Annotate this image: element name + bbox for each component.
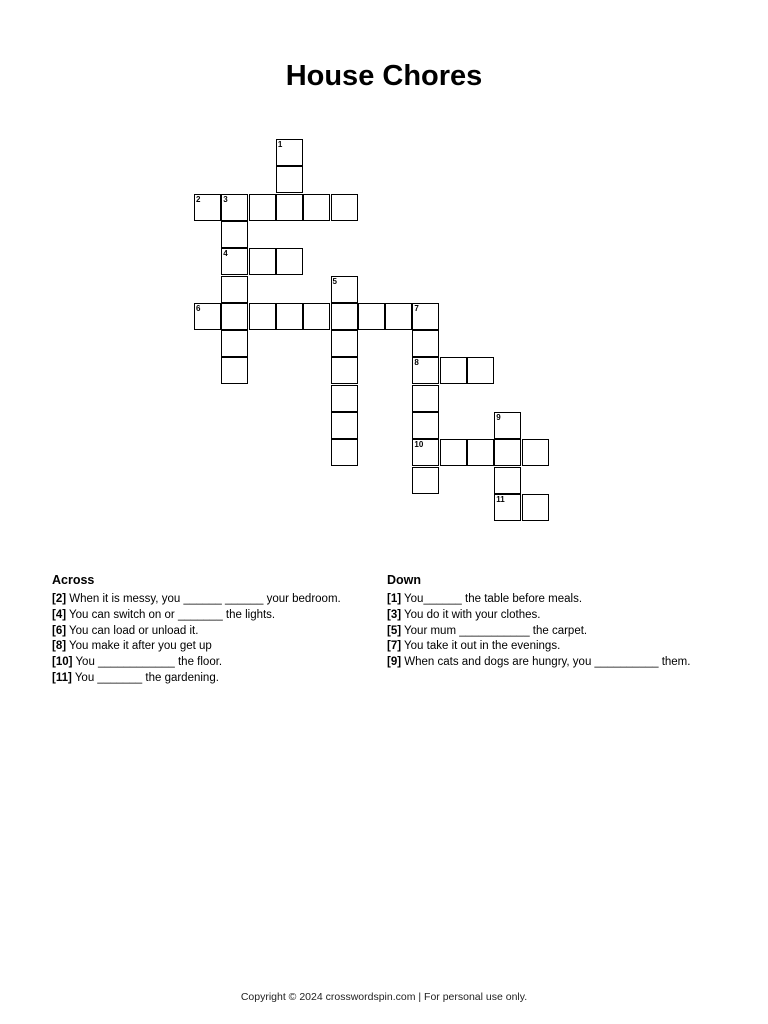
across-clue [52,592,372,608]
grid-cell[interactable] [276,248,303,275]
grid-cell[interactable] [276,194,303,221]
clue-number: 2 [196,194,201,204]
grid-cell[interactable] [221,330,248,357]
grid-cell[interactable] [522,439,549,466]
down-clue-list [387,592,727,671]
clue-text: You can load or unload it. [66,624,199,637]
grid-cell[interactable] [440,439,467,466]
grid-cell[interactable] [303,303,330,330]
grid-cell[interactable] [331,385,358,412]
clue-number-label: [11] [52,671,72,684]
clue-number-label: [9] [387,656,402,669]
down-clue [387,624,727,640]
grid-cell[interactable] [412,385,439,412]
grid-cell[interactable] [494,439,521,466]
clue-text: When it is messy, you ______ ______ your bedroom. [66,593,341,605]
grid-cell[interactable] [331,412,358,439]
grid-cell[interactable] [467,439,494,466]
clue-number-label: [7] [387,640,402,653]
grid-cell[interactable] [303,194,330,221]
down-clue [387,639,727,655]
grid-cell[interactable] [412,439,439,466]
clue-number: 5 [332,276,337,286]
clue-number-label: [4] [52,608,67,621]
clue-number: 10 [414,440,424,450]
copyright-footer: Copyright © 2024 crosswordspin.com | For personal use only. [240,991,528,1003]
clue-number: 6 [196,303,201,313]
grid-cell[interactable] [276,166,303,193]
down-clues [387,573,727,671]
clue-number-label: [3] [387,608,402,621]
down-clue [387,608,727,624]
grid-cell[interactable] [331,276,358,303]
grid-cell[interactable] [221,276,248,303]
grid-cell[interactable] [467,357,494,384]
across-heading: Across [52,573,95,587]
grid-cell[interactable] [412,357,439,384]
clue-text: You ____________ the floor. [72,656,223,669]
across-clue [52,671,372,687]
clue-number-label: [2] [52,593,67,605]
grid-cell[interactable] [331,357,358,384]
clue-number: 11 [496,494,505,504]
clue-text: You______ the table before meals. [401,593,583,605]
grid-cell[interactable] [331,303,358,330]
grid-cell[interactable] [221,194,248,221]
grid-cell[interactable] [276,139,303,166]
grid-cell[interactable] [194,303,221,330]
clue-number-label: [8] [52,640,67,653]
clue-number-label: [6] [52,624,67,637]
down-clue [387,655,727,671]
grid-cell[interactable] [276,303,303,330]
grid-cell[interactable] [221,221,248,248]
clue-text: You make it after you get up [66,640,212,653]
grid-cell[interactable] [221,248,248,275]
across-clues [52,573,372,687]
grid-cell[interactable] [412,412,439,439]
down-heading: Down [387,573,422,587]
grid-cell[interactable] [494,494,521,521]
clue-number: 7 [414,303,419,313]
grid-cell[interactable] [194,194,221,221]
clue-number: 9 [496,413,501,422]
grid-cell[interactable] [249,248,276,275]
clue-number-label: [5] [387,624,402,637]
grid-cell[interactable] [494,412,521,439]
clue-text: Your mum ___________ the carpet. [401,624,588,637]
grid-cell[interactable] [331,330,358,357]
across-clue-list [52,592,372,687]
grid-cell[interactable] [440,357,467,384]
across-clue [52,624,372,640]
grid-cell[interactable] [249,303,276,330]
clue-text: You _______ the gardening. [71,671,219,684]
clue-text: You take it out in the evenings. [401,640,561,653]
grid-cell[interactable] [358,303,385,330]
clue-text: You can switch on or _______ the lights. [66,608,276,621]
across-clue [52,639,372,655]
grid-cell[interactable] [331,439,358,466]
grid-cell[interactable] [331,194,358,221]
grid-cell[interactable] [522,494,549,521]
clue-number: 1 [277,140,283,149]
clue-number: 4 [223,249,228,259]
clue-number: 8 [414,358,419,368]
grid-cell[interactable] [221,303,248,330]
clue-text: When cats and dogs are hungry, you __________ them. [401,656,691,669]
across-clue [52,655,372,671]
grid-cell[interactable] [385,303,412,330]
across-clue [52,608,372,624]
page-title: House Chores [285,60,483,92]
clue-number-label: [1] [387,593,402,605]
down-clue [387,592,727,608]
grid-cell[interactable] [412,330,439,357]
clue-number-label: [10] [52,656,73,669]
grid-cell[interactable] [494,467,521,494]
grid-cell[interactable] [412,467,439,494]
grid-cell[interactable] [412,303,439,330]
clue-text: You do it with your clothes. [401,608,541,621]
clue-number: 3 [223,194,228,204]
grid-cell[interactable] [221,357,248,384]
grid-cell[interactable] [249,194,276,221]
